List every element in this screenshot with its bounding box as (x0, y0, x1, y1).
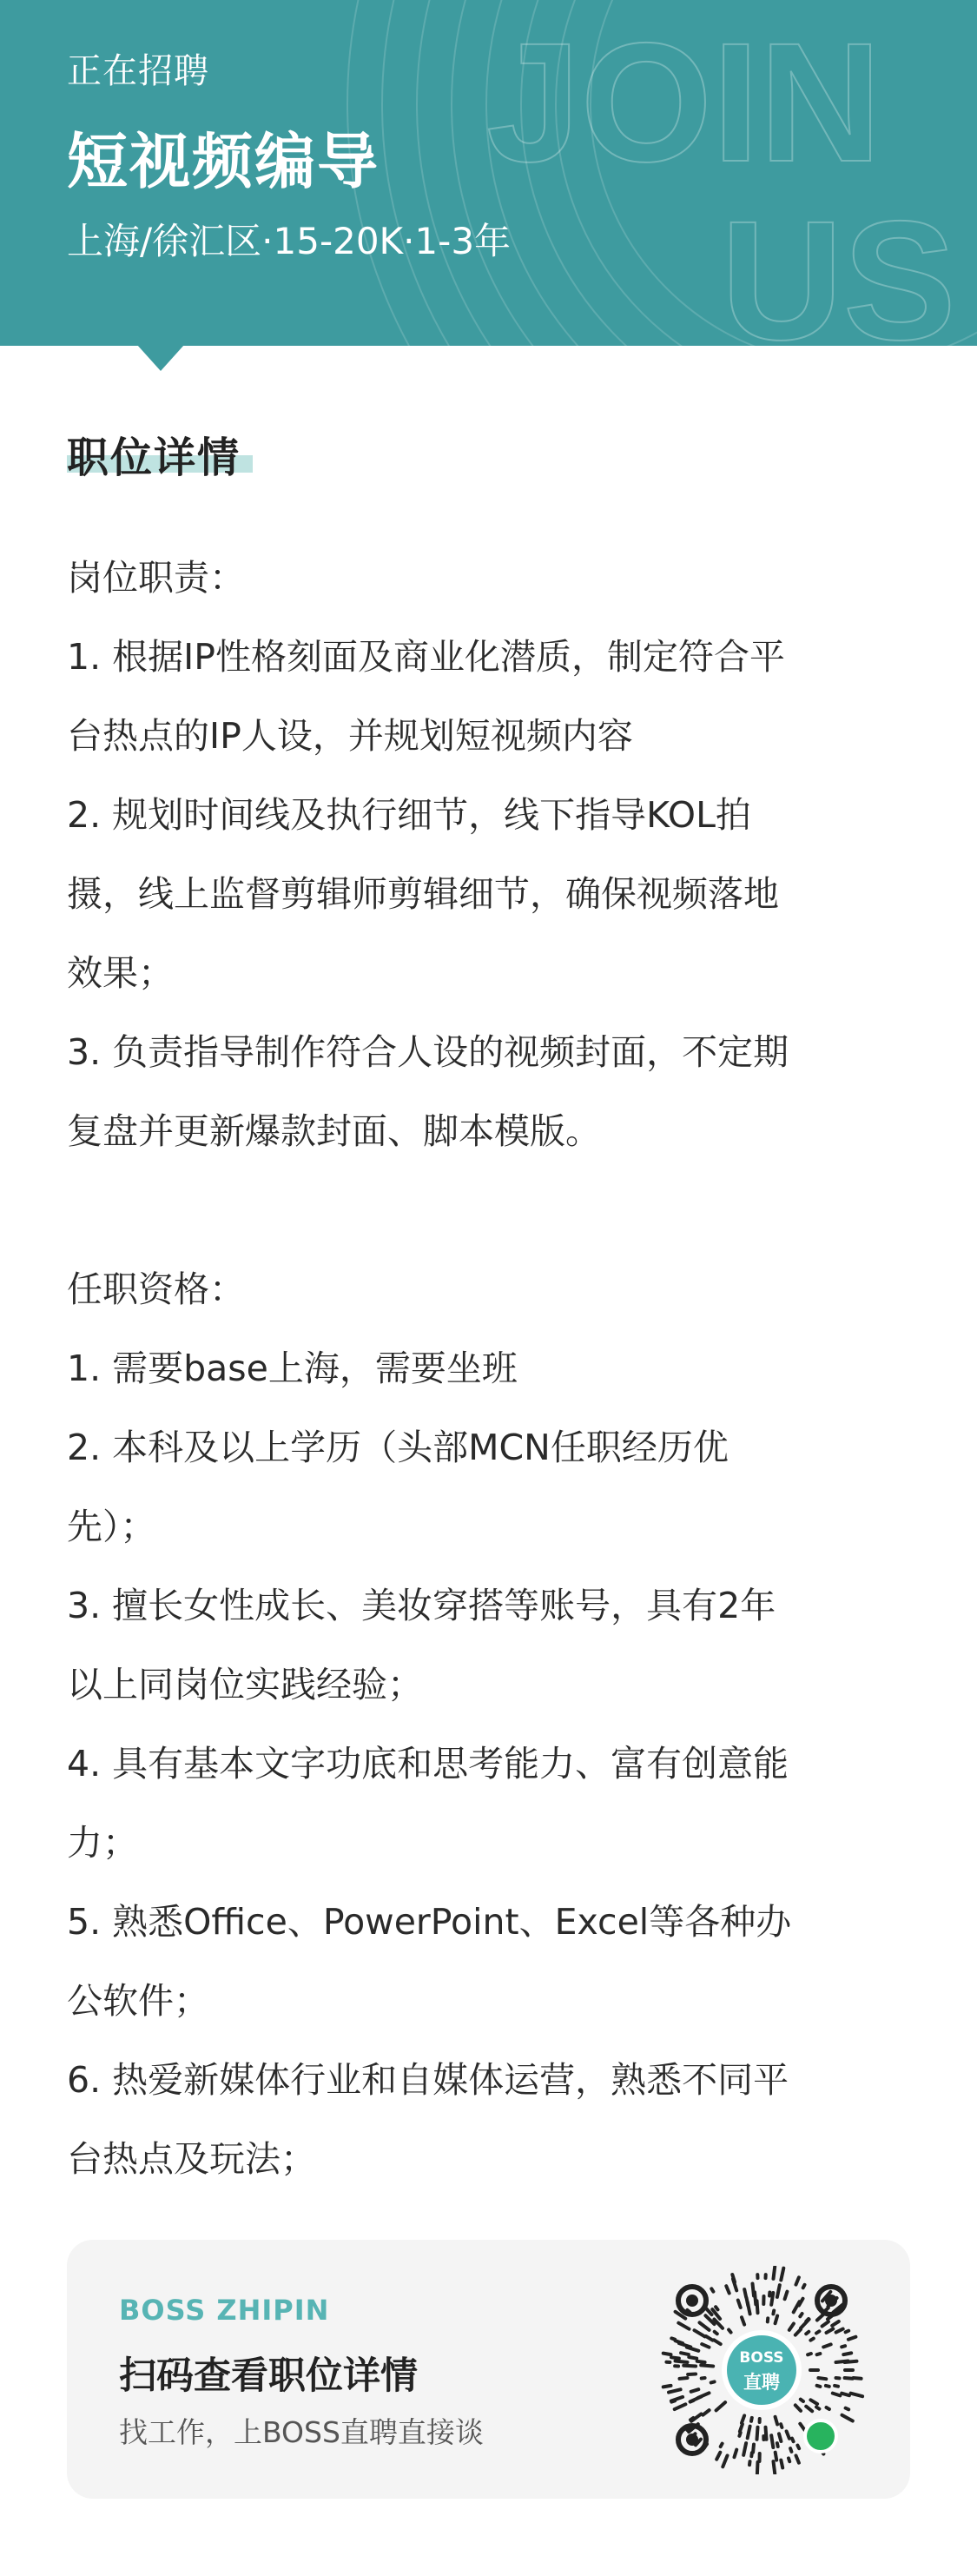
qr-dot (757, 2427, 758, 2440)
requirement-line: 5. 熟悉Office、PowerPoint、Excel等各种办 (67, 1901, 792, 1943)
qr-dot (663, 2386, 671, 2387)
duty-line: 摄，线上监督剪辑师剪辑细节，确保视频落地 (67, 873, 779, 915)
requirement-line: 公软件； (67, 1980, 209, 2022)
qr-dot (771, 2293, 773, 2305)
qr-dot (781, 2268, 783, 2281)
requirements-title: 任职资格： (67, 1268, 245, 1310)
requirement-line: 1. 需要base上海，需要坐班 (67, 1348, 518, 1389)
qr-dot (711, 2288, 713, 2291)
qr-dot (835, 2386, 838, 2387)
qr-dot (846, 2331, 849, 2333)
qr-dot (676, 2341, 683, 2343)
qr-dot (702, 2344, 709, 2348)
qr-dot (851, 2394, 863, 2397)
qr-dot (822, 2321, 828, 2326)
qr-dot (716, 2307, 717, 2309)
qr-card[interactable] (67, 2240, 910, 2499)
badge-line1: BOSS (739, 2349, 784, 2367)
qr-dot (848, 2337, 856, 2340)
qr-dot (827, 2407, 829, 2409)
qr-dot (806, 2319, 809, 2321)
requirement-line: 3. 擅长女性成长、美妆穿搭等账号，具有2年 (67, 1585, 776, 1626)
qr-dot (743, 2443, 746, 2455)
requirement-line: 力； (67, 1822, 138, 1864)
qr-dot (680, 2378, 688, 2379)
qr-dot (796, 2455, 799, 2462)
qr-dot (740, 2424, 743, 2432)
qr-dot (671, 2338, 675, 2339)
qr-dot (675, 2404, 686, 2409)
qr-dot (774, 2267, 776, 2279)
hiring-label: 正在招聘 (67, 51, 209, 91)
qr-dot (671, 2357, 679, 2358)
duties-title: 岗位职责： (67, 557, 245, 599)
qr-dot (742, 2317, 744, 2324)
qr-dot (774, 2461, 776, 2473)
qr-dot (826, 2386, 829, 2387)
header-notch (137, 345, 184, 371)
qr-dot (833, 2394, 841, 2396)
qr-dot (723, 2455, 727, 2467)
qr-dot (711, 2381, 715, 2382)
section-heading-text: 职位详情 (67, 434, 241, 482)
qr-dot (676, 2361, 688, 2363)
qr-dot (669, 2389, 681, 2392)
qr-dot (795, 2329, 801, 2335)
qr-finder-eye-center (686, 2434, 698, 2446)
qr-dot (787, 2431, 789, 2438)
qr-dot (715, 2332, 717, 2334)
duty-line: 1. 根据IP性格刻面及商业化潜质，制定符合平 (67, 636, 785, 678)
qr-dot (663, 2354, 671, 2355)
requirement-line: 6. 热爱新媒体行业和自媒体运营，熟悉不同平 (67, 2059, 789, 2101)
qr-dot (792, 2439, 794, 2442)
qr-dot (797, 2446, 799, 2449)
qr-dot (806, 2332, 809, 2334)
requirement-line: 先）； (67, 1506, 156, 1547)
qr-finder-eye-center (825, 2295, 837, 2307)
qr-dot (818, 2378, 826, 2379)
qr-dot (691, 2389, 699, 2392)
qr-dot (738, 2301, 741, 2308)
duty-line: 2. 规划时间线及执行细节，线下指导KOL拍 (67, 794, 751, 836)
qr-dot (706, 2336, 713, 2341)
qr-dot (803, 2285, 805, 2288)
requirement-line: 台热点及玩法； (67, 2138, 316, 2180)
qr-dot (781, 2424, 782, 2427)
qr-dot (781, 2460, 782, 2468)
qr-dot (716, 2402, 726, 2410)
qr-dot (801, 2400, 803, 2401)
qr-dot (785, 2292, 788, 2300)
qr-dot (695, 2330, 705, 2336)
qr-dot (776, 2316, 778, 2324)
qr-dot (701, 2365, 713, 2366)
qr-dot (753, 2284, 755, 2296)
qr-dot (799, 2299, 803, 2306)
boss-logo-badge (722, 2330, 802, 2410)
qr-dot (777, 2285, 780, 2297)
qr-dot (816, 2331, 819, 2333)
qr-dot (771, 2435, 773, 2447)
qr-dot (742, 2415, 744, 2422)
qr-dot (810, 2400, 817, 2404)
qr-dot (702, 2378, 705, 2379)
duty-line: 效果； (67, 952, 174, 994)
qr-dot (757, 2462, 758, 2474)
qr-card-title: 扫码查看职位详情 (119, 2354, 418, 2398)
qr-dot (789, 2324, 794, 2330)
mini-program-qr-code[interactable] (657, 2266, 866, 2474)
qr-dot (689, 2357, 696, 2359)
job-description (67, 539, 914, 2199)
qr-dot (735, 2450, 737, 2458)
qr-dot (832, 2321, 839, 2326)
watermark-join: JOIN (486, 8, 882, 197)
qr-dot (688, 2374, 696, 2375)
qr-dot (697, 2361, 705, 2362)
requirement-line: 以上同岗位实践经验； (67, 1664, 423, 1705)
qr-dot (827, 2329, 834, 2334)
brand-logo-text: BOSS ZHIPIN (119, 2294, 330, 2327)
qr-dot (683, 2366, 696, 2367)
qr-dot (796, 2277, 799, 2284)
qr-dot (749, 2461, 750, 2465)
qr-dot (795, 2405, 801, 2411)
qr-dot (810, 2339, 813, 2341)
qr-dot (842, 2346, 845, 2347)
watermark-us: US (721, 186, 956, 346)
qr-dot (854, 2378, 861, 2379)
qr-dot (779, 2434, 781, 2441)
qr-dot (846, 2408, 849, 2410)
duty-line: 复盘并更新爆款封面、脚本模版。 (67, 1110, 601, 1152)
paragraph-gap (67, 1171, 914, 1250)
qr-dot (843, 2353, 851, 2354)
qr-dot (690, 2418, 693, 2420)
qr-dot (845, 2378, 853, 2379)
qr-dot (800, 2314, 802, 2316)
requirement-line: 2. 本科及以上学历（头部MCN任职经历优 (67, 1427, 729, 1468)
qr-dot (700, 2322, 710, 2330)
qr-dot (790, 2448, 791, 2452)
qr-dot (690, 2401, 694, 2402)
qr-dot (678, 2323, 689, 2329)
qr-dot (747, 2298, 749, 2306)
mini-program-icon (803, 2419, 838, 2453)
qr-dot (703, 2410, 709, 2415)
qr-dot (842, 2394, 849, 2396)
header-banner (0, 0, 977, 346)
qr-dot (766, 2427, 767, 2440)
qr-dot (836, 2329, 843, 2333)
qr-dot (716, 2453, 720, 2460)
qr-dot (753, 2445, 754, 2453)
qr-dot (739, 2433, 740, 2436)
duty-line: 3. 负责指导制作符合人设的视频封面，不定期 (67, 1031, 789, 1073)
qr-dot (842, 2415, 853, 2421)
qr-card-subtitle: 找工作，上BOSS直聘直接谈 (119, 2415, 484, 2449)
job-meta: 上海/徐汇区·15-20K·1-3年 (67, 220, 512, 262)
qr-dot (744, 2289, 746, 2297)
qr-dot (777, 2443, 778, 2447)
section-heading (67, 424, 241, 485)
qr-dot (681, 2353, 689, 2354)
qr-dot (776, 2417, 778, 2425)
qr-dot (845, 2361, 857, 2362)
qr-dot (726, 2286, 729, 2293)
requirement-line: 4. 具有基本文字功底和思考能力、富有创意能 (67, 1743, 789, 1785)
qr-finder-eye-center (686, 2295, 698, 2307)
qr-dot (714, 2340, 721, 2344)
qr-dot (823, 2344, 831, 2347)
qr-dot (732, 2275, 735, 2282)
duty-line: 台热点的IP人设，并规划短视频内容 (67, 715, 633, 757)
badge-line2: 直聘 (743, 2372, 780, 2393)
qr-dot (751, 2453, 752, 2456)
qr-dot (776, 2453, 777, 2460)
qr-dot (806, 2407, 812, 2412)
job-title: 短视频编导 (67, 126, 380, 197)
qr-dot (748, 2427, 750, 2439)
qr-dot (729, 2330, 731, 2333)
qr-dot (773, 2311, 774, 2314)
qr-dot (817, 2386, 821, 2387)
qr-dot (816, 2407, 819, 2409)
qr-dot (751, 2418, 752, 2421)
qr-dot (721, 2444, 723, 2447)
